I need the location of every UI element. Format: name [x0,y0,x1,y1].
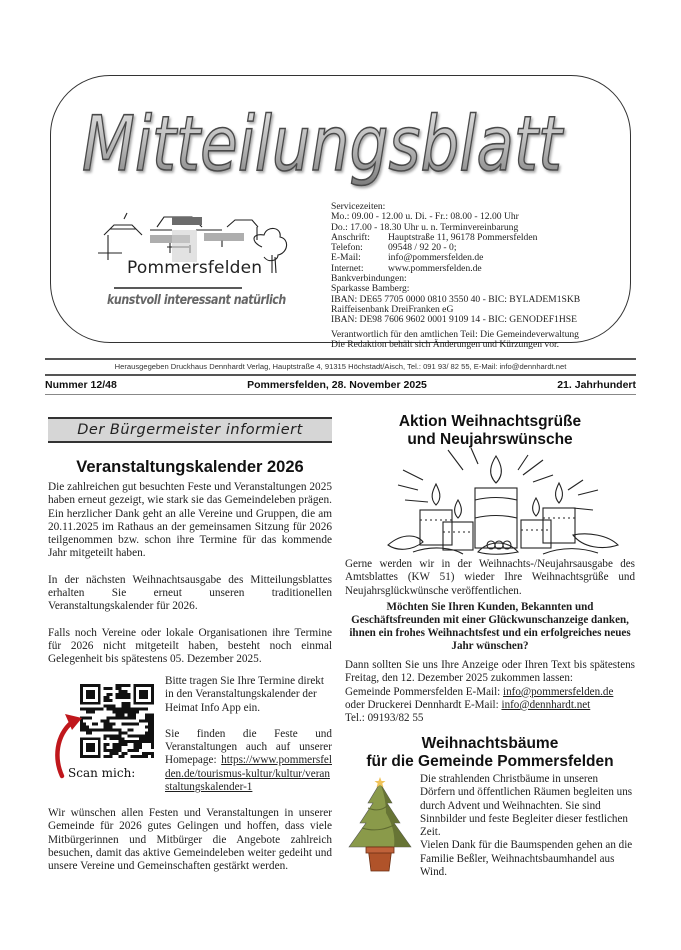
logo-municipality-name: Pommersfelden [127,258,263,278]
divider [45,358,636,360]
address-value: Hauptstraße 11, 96178 Pommersfelden [388,231,538,243]
bank1-iban: IBAN: DE65 7705 0000 0810 3550 40 - BIC: BYLADEM1SKB [331,293,581,305]
divider [45,374,636,376]
phone-label: Telefon: [331,242,363,254]
contact-info-block [331,202,631,350]
advent-candles-illustration [383,450,623,555]
paragraph: Die strahlenden Christbäume in unseren Dörfern und öffentlichen Räumen begleiten uns durch Advent und Weihnachten. Sie sind Sinnbilder und feste Begleiter dieser festlichen Zeit. [420,773,633,839]
trees-heading-line: Weihnachtsbäume [421,735,559,752]
bank2-iban: IBAN: DE98 7606 9602 0001 9109 14 - BIC: GENODEF1HSE [331,314,577,326]
email-label: E-Mail: [331,252,361,264]
trees-heading-line: für die Gemeinde Pommersfelden [366,753,614,770]
service-hours-line: Do.: 17.00 - 18.30 Uhr u. n. Terminvereinbarung [331,221,519,233]
scan-me-label: Scan mich: [68,766,136,780]
issue-century: 21. Jahrhundert [557,379,636,391]
divider [45,394,636,395]
greetings-deadline-block [345,659,635,725]
contact-line-printer [345,699,635,712]
calendar-link[interactable]: https://www.pommersfelden.de/tourismus-kultur/kultur/veranstaltungskalender-1 [165,754,332,794]
greetings-heading [345,413,635,449]
bank2-name: Raiffeisenbank DreiFranken eG [331,303,454,315]
service-hours-heading: Servicezeiten: [331,201,386,212]
internet-label: Internet: [331,262,364,274]
service-hours-line: Mo.: 09.00 - 12.00 u. Di. - Fr.: 08.00 - 12.00 Uhr [331,211,519,223]
christmas-tree-illustration [346,775,414,875]
homepage-text: Sie finden die Feste und Veranstaltungen auch auf unserer Homepage: [165,727,332,767]
issue-place-date: Pommersfelden, 28. November 2025 [247,379,427,391]
section-banner-mayor: Der Bürgermeister informiert [48,417,332,443]
paragraph: Die zahlreichen gut besuchten Feste und Veranstaltungen 2025 haben erneut gezeigt, wie stark sie das Gemeindeleben prägen. Ein herzlicher Dank geht an alle Vereine und Gruppen, die am 20.11.2025 im Rathaus an der gemeinsamen Sitzung für 2026 teilgenommen bzw. schon ihre Termine für das kommende Jahr mitgeteilt haben. [48,481,332,560]
contact-phone: Tel.: 09193/82 55 [345,712,424,725]
bank1-name: Sparkasse Bamberg: [331,283,410,295]
internet-value[interactable]: www.pommersfelden.de [388,262,482,274]
issue-bar [45,379,636,391]
event-calendar-heading: Veranstaltungskalender 2026 [76,458,304,476]
paragraph: In der nächsten Weihnachtsausgabe des Mitteilungsblattes erhalten Sie erneut unseren traditionellen Veranstaltungskalender für 2026. [48,573,332,613]
paragraph [165,728,332,794]
email-link-municipality[interactable]: info@pommersfelden.de [503,685,614,698]
logo-slogan: kunstvoll interessant natürlich [107,293,286,308]
greetings-question: Möchten Sie Ihren Kunden, Bekannten und Geschäftsfreunden mit einer Glückwunschanzeige danken, ihnen ein frohes Weihnachtsfest und ein erfolgreiches neues Jahr wünschen? [349,601,631,653]
event-calendar-body [48,481,332,680]
issue-number: Nummer 12/48 [45,379,117,391]
greetings-intro: Gerne werden wir in der Weihnachts-/Neujahrsausgabe des Amtsblattes (KW 51) wieder Ihre Weihnachtsgrüße und Neujahrsglückwünsche veröffentlichen. [345,558,635,597]
address-label: Anschrift: [331,231,370,243]
email-value[interactable]: info@pommersfelden.de [388,252,484,264]
address-row [331,233,631,243]
christmas-trees-body [420,773,635,879]
closing-paragraph: Wir wünschen allen Festen und Veranstaltungen in unserer Gemeinde für 2026 gutes Gelingen und hoffen, dass viele Mitbürgerinnen und Mitbürger die Angebote zahlreich besuchen, damit das aktive Gemeindeleben weiter gedeiht und unsere Vereine und Gemeinschaften gestärkt werden. [48,807,332,873]
greetings-heading-line: und Neujahrswünsche [407,431,573,448]
responsible-note: Verantwortlich für den amtlichen Teil: Die Gemeindeverwaltung [331,328,579,340]
contact-prefix: oder Druckerei Dennhardt E-Mail: [345,698,502,711]
christmas-trees-heading [345,735,635,771]
qr-side-text [165,675,332,807]
editorial-note: Die Redaktion behält sich Änderungen und Kürzungen vor. [331,338,560,350]
email-link-printer[interactable]: info@dennhardt.net [501,698,591,711]
masthead-title: Mitteilungsblatt [82,99,565,188]
contact-line-municipality [345,686,635,699]
greetings-heading-line: Aktion Weihnachtsgrüße [398,413,582,430]
phone-value: 09548 / 92 20 - 0; [388,242,457,254]
bank-heading: Bankverbindungen: [331,273,407,285]
paragraph: Bitte tragen Sie Ihre Termine direkt in den Veranstaltungskalender der Heimat Info App ein. [165,675,325,714]
contact-prefix: Gemeinde Pommersfelden E-Mail: [345,685,504,698]
publisher-line: Herausgegeben Druckhaus Dennhardt Verlag, Hauptstraße 4, 91315 Höchstadt/Aisch, Tel.: 091 93/ 82 55, E-Mail: info@dennhardt.net [114,362,567,371]
greetings-deadline: Dann sollten Sie uns Ihre Anzeige oder Ihren Text bis spätestens Freitag, den 12. Dezember 2025 zukommen lassen: [345,659,635,685]
paragraph: Vielen Dank für die Baumspenden gehen an die Familie Beßler, Weihnachtsbaumhandel aus Wind. [420,839,633,879]
paragraph: Falls noch Vereine oder lokale Organisationen ihre Termine für 2026 nicht mitgeteilt haben, besteht noch einmal Gelegenheit bis spätestens 05. Dezember 2025. [48,626,332,666]
masthead-title-logo [72,88,572,198]
